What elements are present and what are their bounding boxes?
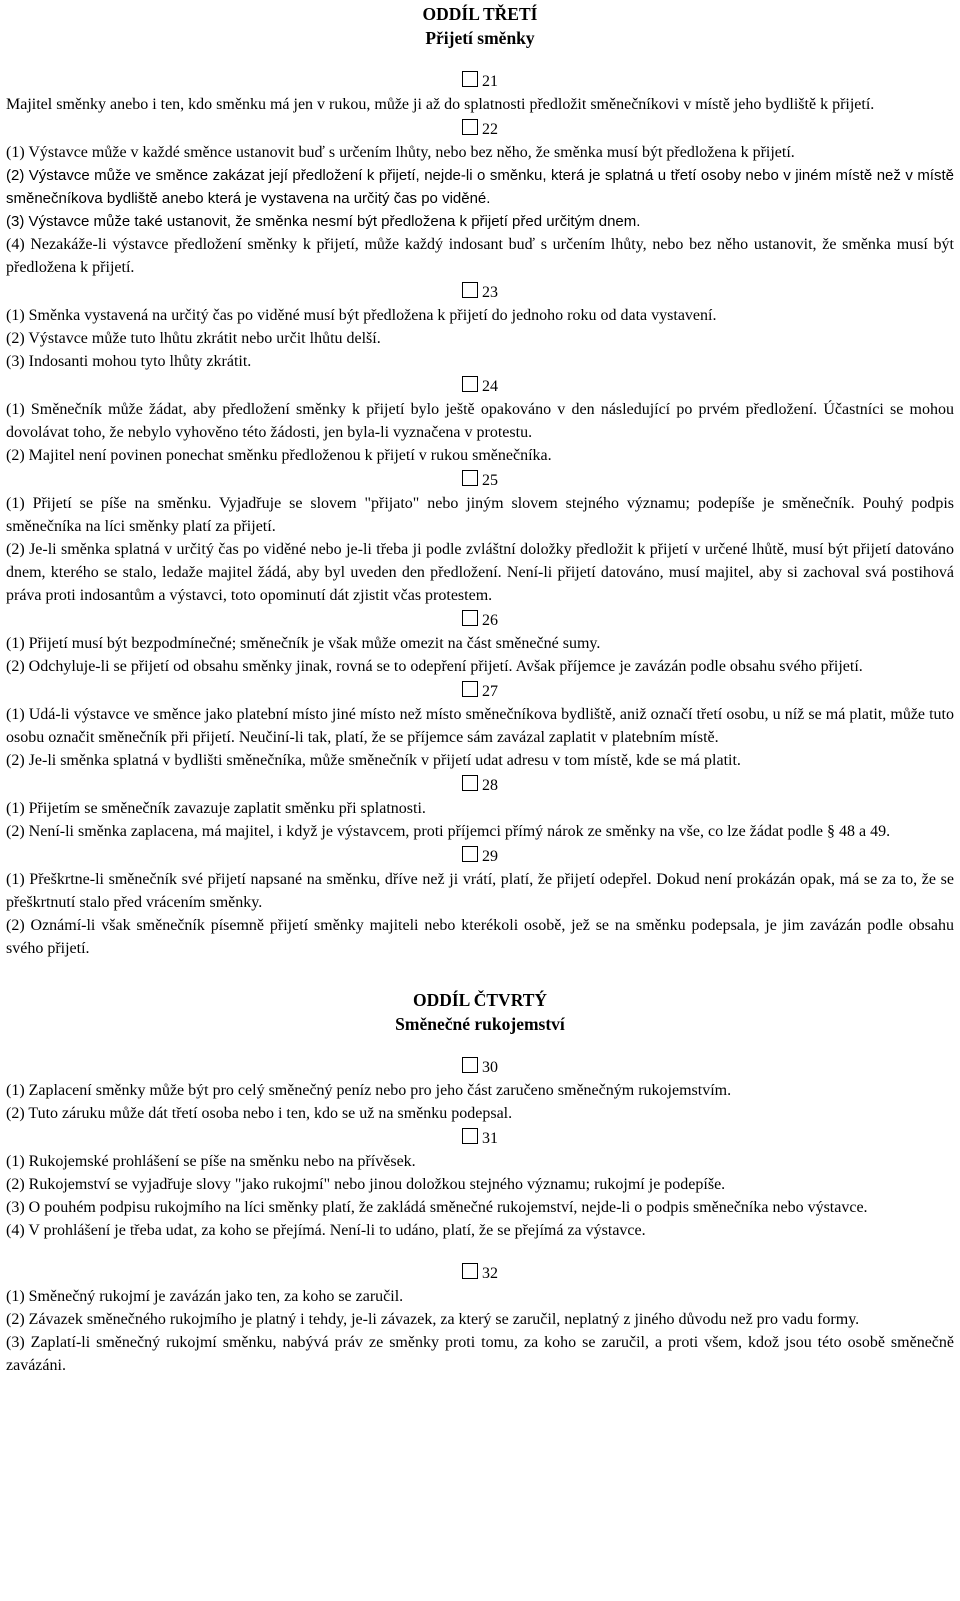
paragraph-22 [6, 118, 954, 279]
section-oddil-ctvrty [6, 988, 954, 1377]
paragraph-number: 27 [6, 680, 954, 703]
section-subtitle: Směnečné rukojemství [395, 1014, 565, 1034]
clause: (3) Zaplatí-li směnečný rukojmí směnku, nabývá práv ze směnky proti tomu, za koho se zaručil, a proti všem, kdož jsou této osobě směnečně zavázáni. [6, 1334, 954, 1374]
clause: (4) V prohlášení je třeba udat, za koho se přejímá. Není-li to udáno, platí, že se přejímá za výstavce. [6, 1222, 646, 1239]
paragraph-number: 29 [6, 845, 954, 868]
paragraph-28 [6, 774, 954, 843]
clause: (3) Výstavce může také ustanovit, že směnka nesmí být předložena k přijetí před určitým dnem. [6, 213, 641, 230]
clause: (1) Přijetí musí být bezpodmínečné; směnečník je však může omezit na část směnečné sumy. [6, 635, 601, 652]
clause: (2) Výstavce může ve směnce zakázat její předložení k přijetí, nejde-li o směnku, která je splatná u třetí osoby nebo v jiném místě než v místě směnečníkova bydliště anebo která je vystavena na určitý čas po viděné. [6, 167, 954, 207]
paragraph-25 [6, 469, 954, 607]
clause: (1) Přijetím se směnečník zavazuje zaplatit směnku při splatnosti. [6, 800, 426, 817]
paragraph-number: 30 [6, 1056, 954, 1079]
section-sign-icon [462, 470, 478, 486]
clause: (2) Rukojemství se vyjadřuje slovy "jako rukojmí" nebo jinou doložkou stejného významu; rukojmí je podepíše. [6, 1176, 726, 1193]
section-sign-icon [462, 775, 478, 791]
paragraph-number: 26 [6, 609, 954, 632]
section-title: ODDÍL TŘETÍ [422, 4, 538, 24]
clause: (2) Majitel není povinen ponechat směnku předloženou k přijetí v rukou směnečníka. [6, 447, 552, 464]
section-sign-icon [462, 1128, 478, 1144]
clause: (2) Je-li směnka splatná v bydlišti směnečníka, může směnečník v přijetí udat adresu v tom místě, kde se má platit. [6, 752, 741, 769]
paragraph-number: 28 [6, 774, 954, 797]
section-sign-icon [462, 282, 478, 298]
clause: (2) Závazek směnečného rukojmího je platný i tehdy, je-li závazek, za který se zaručil, neplatný z jiného důvodu než pro vadu formy. [6, 1311, 860, 1328]
clause: (4) Nezakáže-li výstavce předložení směnky k přijetí, může každý indosant buď s určením lhůty, nebo bez něho ustanovit, že směnka musí být předložena k přijetí. [6, 236, 954, 276]
paragraph-number: 22 [6, 118, 954, 141]
clause: (1) Směnka vystavená na určitý čas po viděné musí být předložena k přijetí do jednoho roku od data vystavení. [6, 307, 717, 324]
clause: (1) Výstavce může v každé směnce ustanovit buď s určením lhůty, nebo bez něho, že směnka musí být předložena k přijetí. [6, 144, 795, 161]
clause: (1) Směnečník může žádat, aby předložení směnky k přijetí bylo ještě opakováno v den následující po prvém předložení. Účastníci se mohou dovolávat toho, že nebylo vyhověno této žádosti, jen byla-li vyznačena v protestu. [6, 401, 954, 441]
section-sign-icon [462, 119, 478, 135]
paragraph-26 [6, 609, 954, 678]
paragraph-21 [6, 70, 954, 116]
paragraph-number: 21 [6, 70, 954, 93]
section-sign-icon [462, 681, 478, 697]
paragraph-24 [6, 375, 954, 467]
clause: (1) Přeškrtne-li směnečník své přijetí napsané na směnku, dříve než ji vrátí, platí, že přijetí odepřel. Dokud není prokázán opak, má se za to, že se přeškrtnutí stalo před vrácením směnky. [6, 871, 954, 911]
clause: (3) Indosanti mohou tyto lhůty zkrátit. [6, 353, 252, 370]
clause: (1) Udá-li výstavce ve směnce jako platební místo jiné místo než místo směnečníkova bydliště, aniž označí třetí osobu, u níž se má platit, může tuto osobu označit směnečník při přijetí. Neučiní-li tak, platí, že se příjemce sám zavázal zaplatit v platebním místě. [6, 706, 954, 746]
section-subtitle: Přijetí směnky [425, 28, 535, 48]
clause: Majitel směnky anebo i ten, kdo směnku má jen v rukou, může ji až do splatnosti předložit směnečníkovi v místě jeho bydliště k přijetí. [6, 96, 875, 113]
clause: (2) Tuto záruku může dát třetí osoba nebo i ten, kdo se už na směnku podepsal. [6, 1105, 513, 1122]
paragraph-27 [6, 680, 954, 772]
paragraph-23 [6, 281, 954, 373]
section-sign-icon [462, 71, 478, 87]
paragraph-number: 32 [6, 1262, 954, 1285]
paragraph-number: 24 [6, 375, 954, 398]
paragraph-number: 25 [6, 469, 954, 492]
paragraph-30 [6, 1056, 954, 1125]
clause: (1) Zaplacení směnky může být pro celý směnečný peníz nebo pro jeho část zaručeno směnečným rukojemstvím. [6, 1082, 732, 1099]
clause: (2) Oznámí-li však směnečník písemně přijetí směnky majiteli nebo kterékoli osobě, jež se na směnku podepsala, je jim zavázán podle obsahu svého přijetí. [6, 917, 954, 957]
paragraph-31 [6, 1127, 954, 1242]
paragraph-number: 31 [6, 1127, 954, 1150]
clause: (2) Odchyluje-li se přijetí od obsahu směnky jinak, rovná se to odepření přijetí. Avšak příjemce je zavázán podle obsahu svého přijetí. [6, 658, 863, 675]
clause: (2) Výstavce může tuto lhůtu zkrátit nebo určit lhůtu delší. [6, 330, 381, 347]
paragraph-29 [6, 845, 954, 960]
section-sign-icon [462, 846, 478, 862]
paragraph-32 [6, 1262, 954, 1377]
clause: (1) Přijetí se píše na směnku. Vyjadřuje se slovem "přijato" nebo jiným slovem stejného významu; podepíše je směnečník. Pouhý podpis směnečníka na líci směnky platí za přijetí. [6, 495, 954, 535]
section-title: ODDÍL ČTVRTÝ [412, 990, 548, 1010]
paragraph-number: 23 [6, 281, 954, 304]
clause: (2) Není-li směnka zaplacena, má majitel, i když je výstavcem, proti příjemci přímý nárok ze směnky na vše, co lze žádat podle § 48 a 49. [6, 823, 891, 840]
section-sign-icon [462, 376, 478, 392]
clause: (2) Je-li směnka splatná v určitý čas po viděné nebo je-li třeba ji podle zvláštní doložky předložit k přijetí v určené lhůtě, musí být přijetí datováno dnem, kterého se stalo, ledaže majitel žádá, aby byl uveden den předložení. Není-li přijetí datováno, musí majitel, aby si zachoval svá postihová práva proti indosantům a výstavci, toto opominutí dát zjistit včas protestem. [6, 541, 954, 604]
clause: (1) Rukojemské prohlášení se píše na směnku nebo na přívěsek. [6, 1153, 416, 1170]
clause: (1) Směnečný rukojmí je zavázán jako ten, za koho se zaručil. [6, 1288, 404, 1305]
section-sign-icon [462, 1263, 478, 1279]
section-sign-icon [462, 610, 478, 626]
section-oddil-treti [6, 2, 954, 960]
clause: (3) O pouhém podpisu rukojmího na líci směnky platí, že zakládá směnečné rukojemství, nejde-li o podpis směnečníka nebo výstavce. [6, 1199, 868, 1216]
section-sign-icon [462, 1057, 478, 1073]
